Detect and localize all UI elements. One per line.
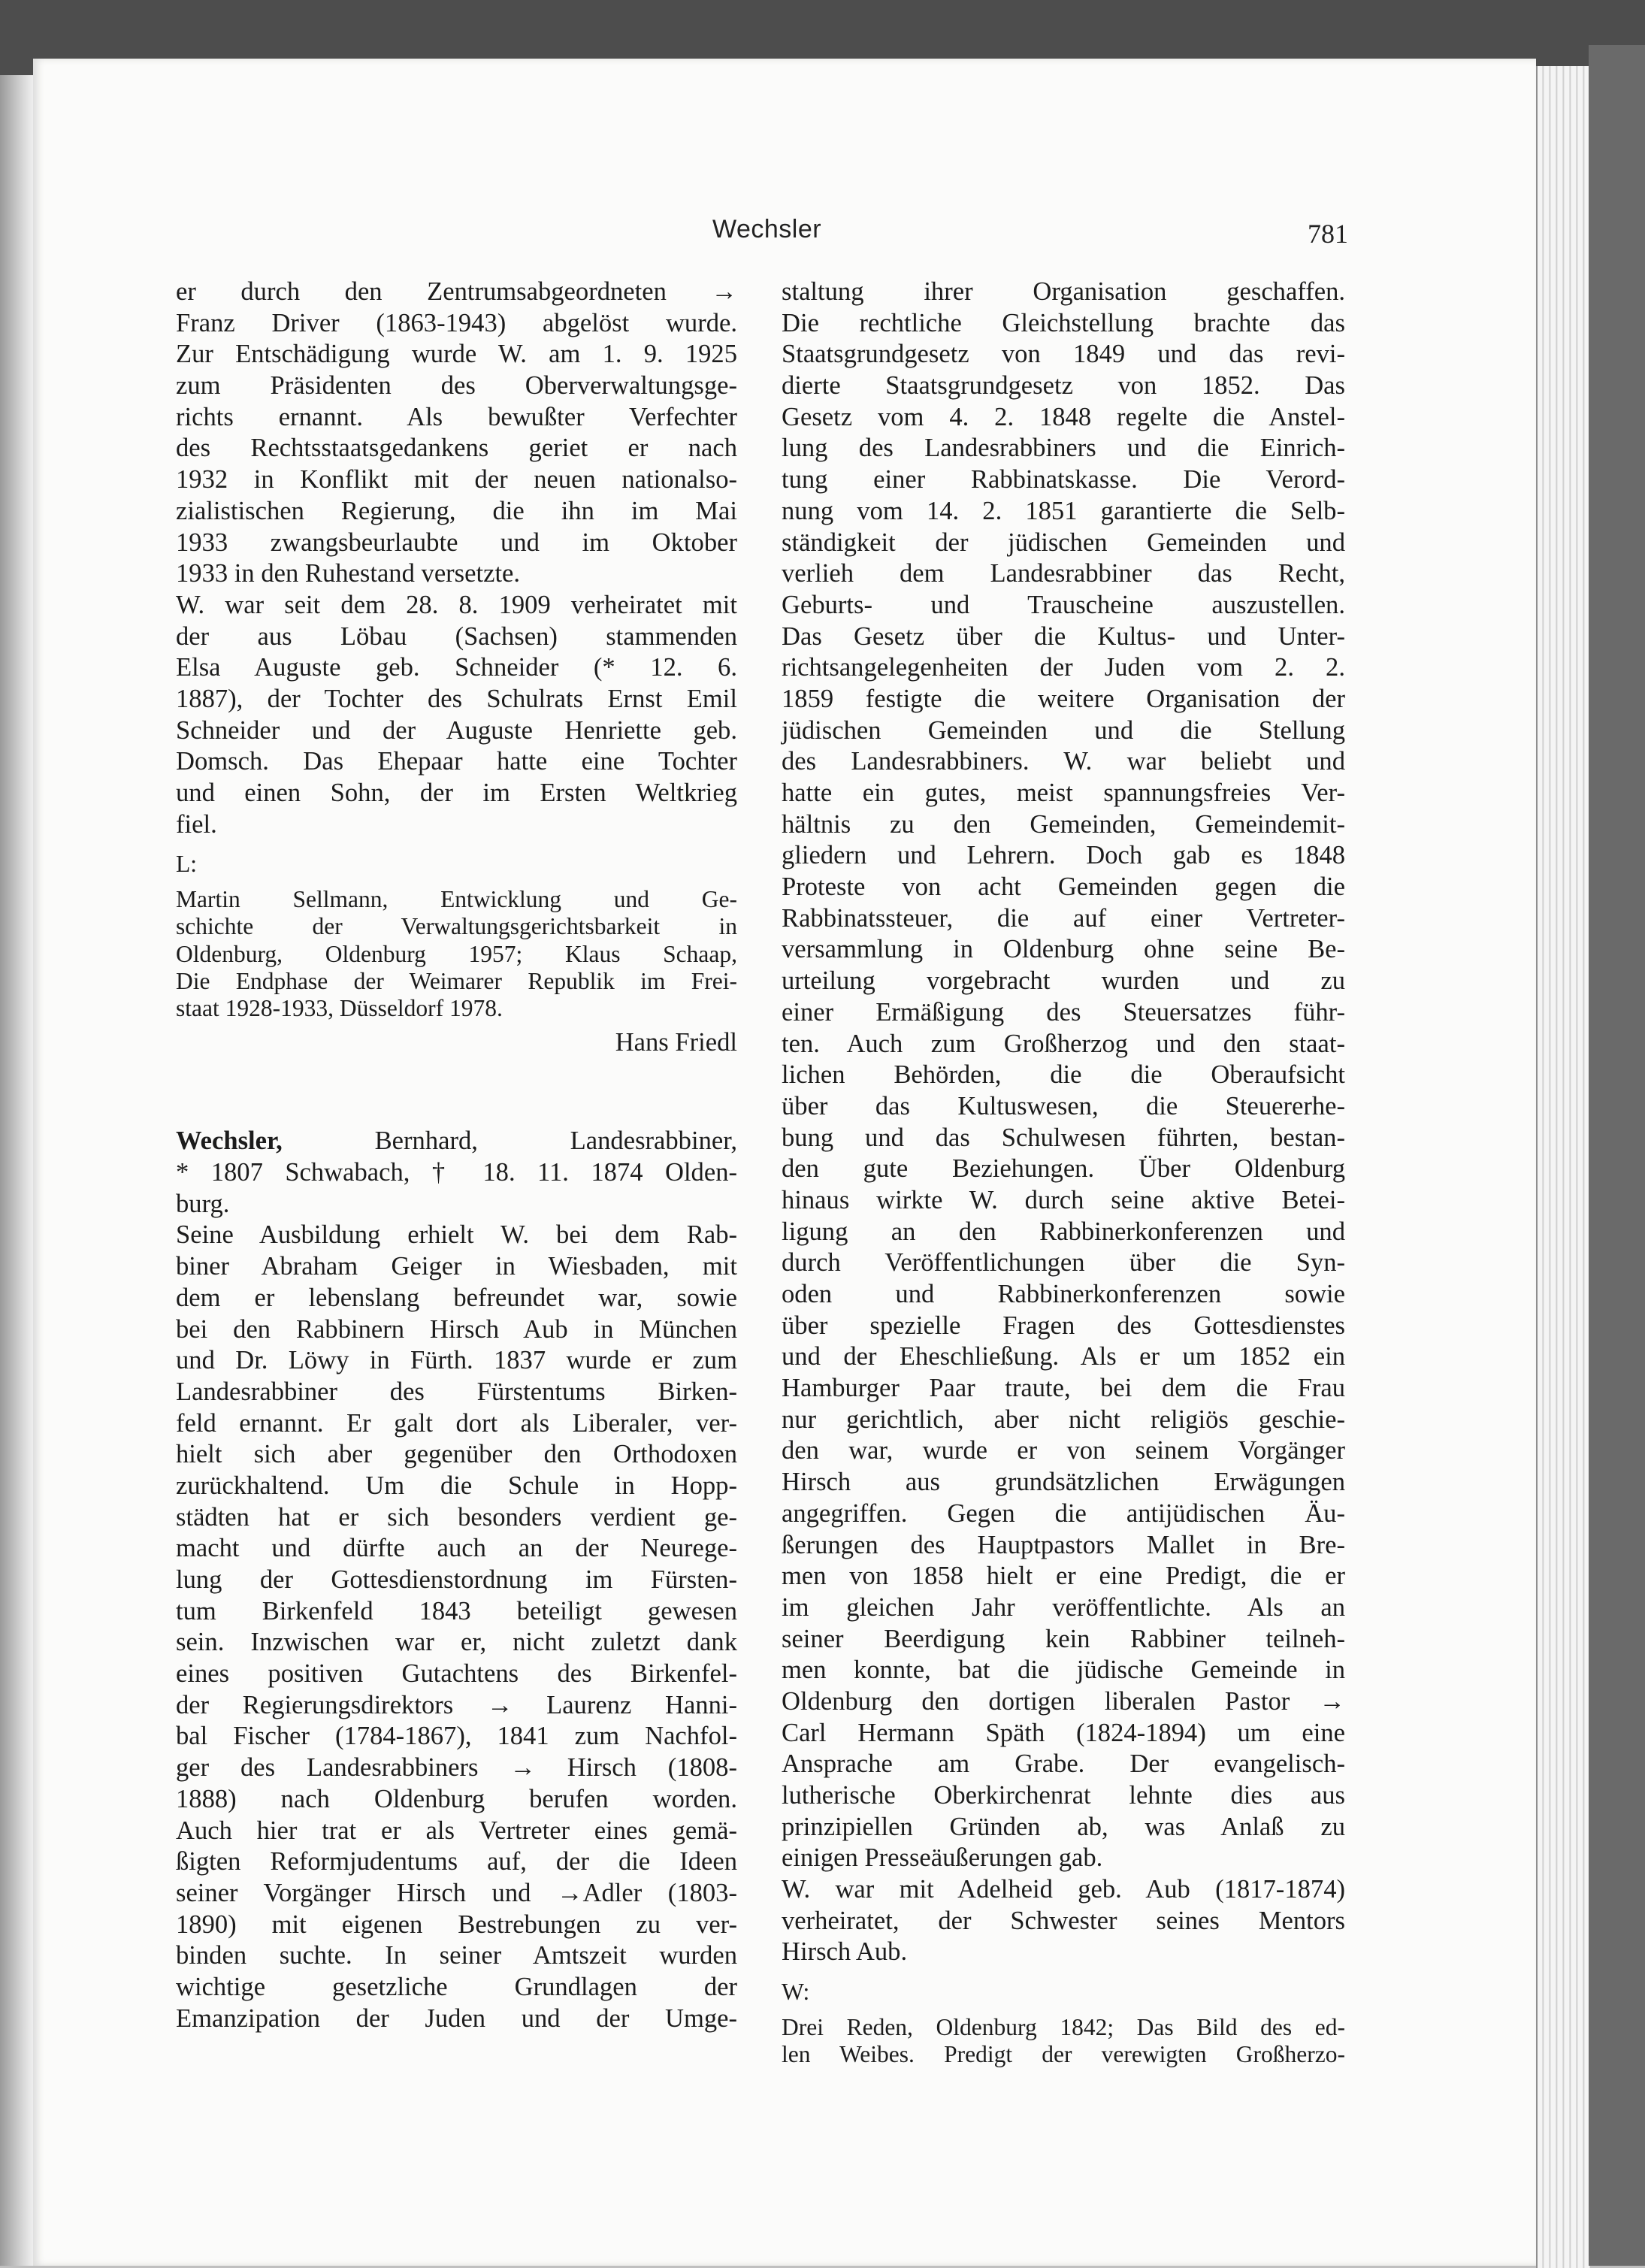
text-line: tum Birkenfeld 1843 beteiligt gewesen [176, 1596, 737, 1625]
text-line: hinaus wirkte W. durch seine aktive Betei- [782, 1185, 1345, 1214]
text-line: Hamburger Paar traute, bei dem die Frau [782, 1374, 1345, 1403]
text-line: staltung ihrer Organisation geschaffen. [782, 277, 1345, 306]
text-line: Rabbinatssteuer, die auf einer Vertreter- [782, 903, 1345, 933]
text-line: Schneider und der Auguste Henriette geb. [176, 715, 737, 745]
text-line: Geburts- und Trauscheine auszustellen. [782, 590, 1345, 619]
text-line: * 1807 Schwabach, † 18. 11. 1874 Olden- [176, 1158, 737, 1187]
text-line: feld ernannt. Er galt dort als Liberaler, ver- [176, 1408, 737, 1438]
entry-lemma: Wechsler, [176, 1126, 283, 1156]
right-column [782, 277, 1345, 2068]
text-line: und einen Sohn, der im Ersten Weltkrieg [176, 779, 737, 807]
text-line: Drei Reden, Oldenburg 1842; Das Bild des ed- [782, 2013, 1345, 2040]
literature-list [176, 886, 737, 1023]
text-line: des Rechtsstaatsgedankens geriet er nach [176, 434, 737, 463]
text-line: biner Abraham Geiger in Wiesbaden, mit [176, 1252, 737, 1281]
text-line: Carl Hermann Späth (1824-1894) um eine [782, 1718, 1345, 1747]
continuation-paragraph [176, 277, 737, 840]
text-line: zialistischen Regierung, die ihn im Mai [176, 496, 737, 525]
facing-page-edge [0, 75, 33, 2266]
text-line: dierte Staatsgrundgesetz von 1852. Das [782, 371, 1345, 401]
encyclopedia-entry [176, 1126, 737, 2034]
text-line: hielt sich aber gegenüber den Orthodoxen [176, 1440, 737, 1469]
text-line: wichtige gesetzliche Grundlagen der [176, 1972, 737, 2001]
text-line: verlieh dem Landesrabbiner das Recht, [782, 559, 1345, 588]
text-line: Hirsch Aub. [782, 1937, 908, 1967]
text-line: der aus Löbau (Sachsen) stammenden [176, 621, 737, 651]
text-line: oden und Rabbinerkonferenzen sowie [782, 1280, 1345, 1308]
works-list [782, 2014, 1345, 2069]
text-line: Landesrabbiner des Fürstentums Birken- [176, 1377, 737, 1406]
text-line: seiner Vorgänger Hirsch und →Adler (1803- [176, 1878, 737, 1907]
entry-heading-rest: Bernhard, Landesrabbiner, [374, 1126, 737, 1156]
text-line: W. war seit dem 28. 8. 1909 verheiratet mit [176, 590, 737, 619]
text-line: men von 1858 hielt er eine Predigt, die er [782, 1562, 1345, 1591]
text-line: den gute Beziehungen. Über Oldenburg [782, 1154, 1345, 1184]
text-line: Ansprache am Grabe. Der evangelisch- [782, 1749, 1345, 1779]
text-line: 1890) mit eigenen Bestrebungen zu ver- [176, 1910, 737, 1939]
text-line: dem er lebenslang befreundet war, sowie [176, 1283, 737, 1312]
text-line: nung vom 14. 2. 1851 garantierte die Selb- [782, 496, 1345, 525]
page-number: 781 [1308, 219, 1348, 249]
text-line: seiner Beerdigung kein Rabbiner teilneh- [782, 1624, 1345, 1653]
text-line: Staatsgrundgesetz von 1849 und das revi- [782, 340, 1345, 369]
text-line: ten. Auch zum Großherzog und den staat- [782, 1029, 1345, 1058]
text-line: Domsch. Das Ehepaar hatte eine Tochter [176, 747, 737, 776]
text-line: Seine Ausbildung erhielt W. bei dem Rab- [176, 1220, 737, 1250]
text-line: 1887), der Tochter des Schulrats Ernst Emil [176, 684, 737, 713]
text-line: versammlung in Oldenburg ohne seine Be- [782, 935, 1345, 964]
text-line: macht und dürfte auch an der Neurege- [176, 1534, 737, 1563]
text-line: verheiratet, der Schwester seines Mentors [782, 1906, 1345, 1935]
text-line: Franz Driver (1863-1943) abgelöst wurde. [176, 308, 737, 337]
text-line: nur gerichtlich, aber nicht religiös geschie- [782, 1405, 1345, 1434]
running-title: Wechsler [712, 215, 822, 243]
text-line: ständigkeit der jüdischen Gemeinden und [782, 528, 1345, 557]
entry-body-continued [782, 277, 1345, 1968]
text-line: richtsangelegenheiten der Juden vom 2. 2. [782, 653, 1345, 682]
text-line: ßigten Reformjudentums auf, der die Ideen [176, 1847, 737, 1876]
text-line: prinzipiellen Gründen ab, was Anlaß zu [782, 1812, 1345, 1841]
page-stack-edge [1536, 66, 1590, 2268]
text-line: und Dr. Löwy in Fürth. 1837 wurde er zum [176, 1346, 737, 1375]
text-line: len Weibes. Predigt der verewigten Großherzo- [782, 2040, 1345, 2067]
works-label: W: [782, 1979, 810, 2006]
text-line: richts ernannt. Als bewußter Verfechter [176, 402, 737, 431]
text-line: bung und das Schulwesen führten, bestan- [782, 1123, 1345, 1152]
text-line: tung einer Rabbinatskasse. Die Verord- [782, 465, 1345, 494]
text-line: Die rechtliche Gleichstellung brachte das [782, 308, 1345, 337]
text-line: hatte ein gutes, meist spannungsfreies Ver- [782, 779, 1345, 807]
text-line: angegriffen. Gegen die antijüdischen Äu- [782, 1498, 1345, 1528]
text-line: binden suchte. In seiner Amtszeit wurden [176, 1941, 737, 1970]
text-line: gliedern und Lehrern. Doch gab es 1848 [782, 841, 1345, 870]
text-line: 1888) nach Oldenburg berufen worden. [176, 1784, 737, 1813]
text-line: lutherische Oberkirchenrat lehnte dies aus [782, 1781, 1345, 1810]
text-line: über spezielle Fragen des Gottesdienstes [782, 1311, 1345, 1340]
text-line: 1932 in Konflikt mit der neuen nationalso- [176, 465, 737, 494]
text-line: Hirsch aus grundsätzlichen Erwägungen [782, 1468, 1345, 1497]
text-line: lichen Behörden, die die Oberaufsicht [782, 1060, 1345, 1090]
author-signature: Hans Friedl [615, 1027, 737, 1057]
text-line: Auch hier trat er als Vertreter eines gemä- [176, 1816, 737, 1845]
entry-heading-line [176, 1126, 737, 1157]
text-line: über das Kultuswesen, die Steuererhe- [782, 1091, 1345, 1120]
text-line: Elsa Auguste geb. Schneider (* 12. 6. [176, 653, 737, 682]
text-line: W. war mit Adelheid geb. Aub (1817-1874) [782, 1875, 1345, 1904]
literature-label: L: [176, 851, 197, 878]
text-line: Das Gesetz über die Kultus- und Unter- [782, 621, 1345, 651]
text-line: Gesetz vom 4. 2. 1848 regelte die Anstel- [782, 402, 1345, 431]
works-section [782, 1979, 1345, 2068]
text-line: einer Ermäßigung des Steuersatzes führ- [782, 997, 1345, 1027]
text-line: Oldenburg, Oldenburg 1957; Klaus Schaap, [176, 940, 737, 967]
text-line: Die Endphase der Weimarer Republik im Frei- [176, 967, 737, 994]
text-line: Martin Sellmann, Entwicklung und Ge- [176, 885, 737, 912]
text-line: Zur Entschädigung wurde W. am 1. 9. 1925 [176, 340, 737, 369]
text-line: im gleichen Jahr veröffentlichte. Als an [782, 1592, 1345, 1622]
text-line: der Regierungsdirektors → Laurenz Hanni- [176, 1690, 737, 1719]
text-line: urteilung vorgebracht wurden und zu [782, 966, 1345, 996]
literature-section [176, 851, 737, 1022]
text-line: zurückhaltend. Um die Schule in Hopp- [176, 1471, 737, 1500]
text-line: zum Präsidenten des Oberverwaltungsge- [176, 371, 737, 401]
text-line: ger des Landesrabbiners → Hirsch (1808- [176, 1753, 737, 1783]
text-line: hältnis zu den Gemeinden, Gemeindemit- [782, 809, 1345, 839]
scanner-background-right [1589, 45, 1645, 2266]
text-line: und der Eheschließung. Als er um 1852 ein [782, 1342, 1345, 1371]
text-line: lung der Gottesdienstordnung im Fürsten- [176, 1565, 737, 1595]
text-line: des Landesrabbiners. W. war beliebt und [782, 747, 1345, 776]
text-line: 1933 in den Ruhestand versetzte. [176, 559, 521, 588]
text-line: städten hat er sich besonders verdient ge- [176, 1502, 737, 1532]
text-line: burg. [176, 1189, 230, 1218]
text-line: fiel. [176, 809, 217, 839]
text-line: ligung an den Rabbinerkonferenzen und [782, 1217, 1345, 1246]
text-line: Oldenburg den dortigen liberalen Pastor → [782, 1686, 1345, 1716]
text-line: 1859 festigte die weitere Organisation der [782, 684, 1345, 713]
text-line: den war, wurde er von seinem Vorgänger [782, 1436, 1345, 1465]
text-line: men konnte, bat die jüdische Gemeinde in [782, 1656, 1345, 1685]
text-line: eines positiven Gutachtens des Birkenfel- [176, 1659, 737, 1689]
entry-body [176, 1157, 737, 2034]
left-column [176, 277, 737, 2034]
text-line: sein. Inzwischen war er, nicht zuletzt dank [176, 1628, 737, 1657]
text-line: bei den Rabbinern Hirsch Aub in München [176, 1314, 737, 1344]
text-line: ßerungen des Hauptpastors Mallet in Bre- [782, 1530, 1345, 1559]
text-line: staat 1928-1933, Düsseldorf 1978. [176, 995, 503, 1022]
text-line: Emanzipation der Juden und der Umge- [176, 2003, 737, 2033]
text-line: einigen Presseäußerungen gab. [782, 1843, 1103, 1873]
text-line: jüdischen Gemeinden und die Stellung [782, 715, 1345, 745]
text-line: bal Fischer (1784-1867), 1841 zum Nachfol- [176, 1722, 737, 1751]
text-line: lung des Landesrabbiners und die Einrich- [782, 434, 1345, 463]
text-line: Proteste von acht Gemeinden gegen die [782, 872, 1345, 902]
text-line: schichte der Verwaltungsgerichtsbarkeit in [176, 913, 737, 940]
text-line: durch Veröffentlichungen über die Syn- [782, 1248, 1345, 1278]
text-line: 1933 zwangsbeurlaubte und im Oktober [176, 528, 737, 557]
text-line: er durch den Zentrumsabgeordneten → [176, 277, 737, 306]
